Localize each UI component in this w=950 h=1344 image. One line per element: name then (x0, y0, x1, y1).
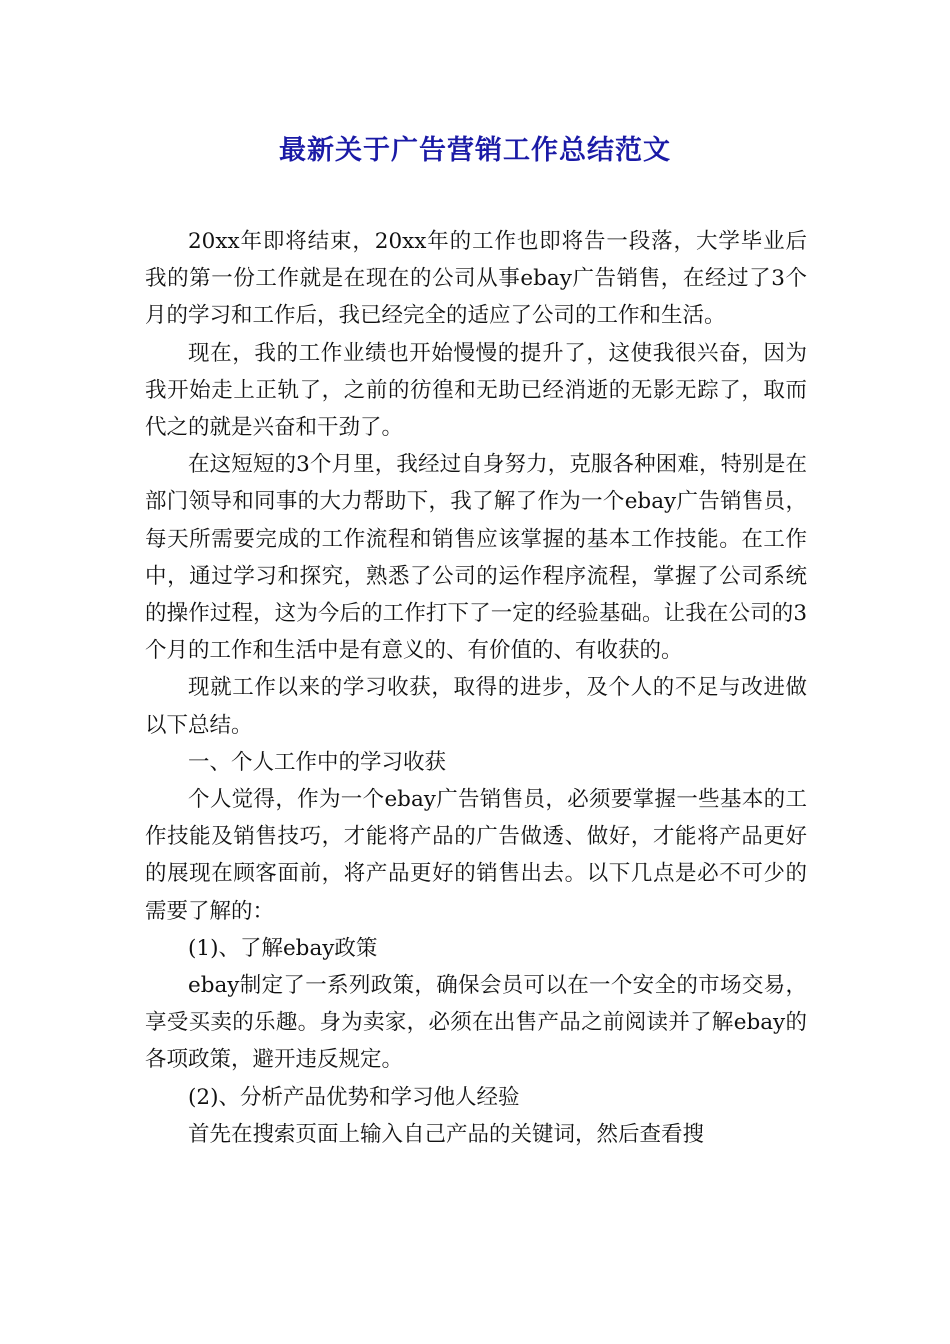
paragraph: ebay制定了一系列政策，确保会员可以在一个安全的市场交易，享受买卖的乐趣。身为卖家，必须在出售产品之前阅读并了解ebay的各项政策，避开违反规定。 (145, 973, 807, 1073)
subsection-heading: (1)、了解ebay政策 (188, 935, 378, 961)
paragraph: 20xx年即将结束，20xx年的工作也即将告一段落，大学毕业后我的第一份工作就是在现在的公司从事ebay广告销售，在经过了3个月的学习和工作后，我已经完全的适应了公司的工作和生活。 (145, 229, 807, 329)
section-heading: 一、个人工作中的学习收获 (188, 749, 447, 775)
paragraph: 个人觉得，作为一个ebay广告销售员，必须要掌握一些基本的工作技能及销售技巧，才能将产品的广告做透、做好，才能将产品更好的展现在顾客面前，将产品更好的销售出去。以下几点是必不可少的需要了解的： (145, 787, 807, 924)
paragraph: 首先在搜索页面上输入自己产品的关键词，然后查看搜 (188, 1121, 705, 1147)
paragraph: 在这短短的3个月里，我经过自身努力，克服各种困难，特别是在部门领导和同事的大力帮助下，我了解了作为一个ebay广告销售员，每天所需要完成的工作流程和销售应该掌握的基本工作技能。在工作中，通过学习和探究，熟悉了公司的运作程序流程，掌握了公司系统的操作过程，这为今后的工作打下了一定的经验基础。让我在公司的3个月的工作和生活中是有意义的、有价值的、有收获的。 (145, 452, 807, 664)
document-body (145, 223, 807, 1153)
paragraph: 现就工作以来的学习收获，取得的进步，及个人的不足与改进做以下总结。 (145, 675, 807, 738)
subsection-heading: (2)、分析产品优势和学习他人经验 (188, 1084, 520, 1110)
paragraph: 现在，我的工作业绩也开始慢慢的提升了，这使我很兴奋，因为我开始走上正轨了，之前的彷徨和无助已经消逝的无影无踪了，取而代之的就是兴奋和干劲了。 (145, 340, 807, 441)
document-title: 最新关于广告营销工作总结范文 (279, 135, 671, 166)
